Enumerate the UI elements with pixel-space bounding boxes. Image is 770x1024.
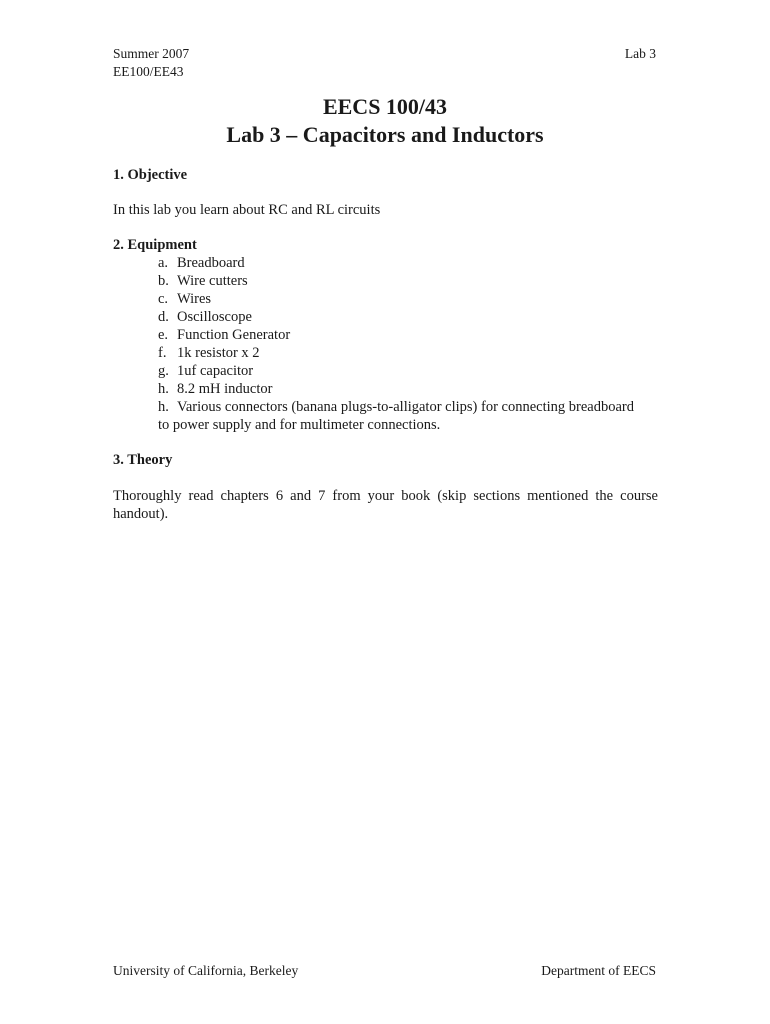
equipment-item-continuation: to power supply and for multimeter connections. [158,417,441,433]
footer-department: Department of EECS [541,963,656,978]
theory-text: Thoroughly read chapters 6 and 7 from your book (skip sections mentioned the course handout). [113,488,658,522]
document-title [0,93,770,149]
list-marker: b. [158,273,169,289]
equipment-item [158,254,663,272]
equipment-item-text: 1uf capacitor [177,363,254,379]
list-marker: a. [158,255,169,271]
equipment-item [158,398,663,416]
equipment-item-text: Wire cutters [177,273,248,289]
equipment-item-text: Oscilloscope [177,309,252,325]
equipment-item [158,362,663,380]
header-course: EE100/EE43 [113,64,184,79]
list-marker: d. [158,309,169,325]
equipment-item [158,308,663,326]
equipment-heading: 2. Equipment [113,237,197,253]
equipment-item [158,326,663,344]
header-left [113,45,189,81]
header-term: Summer 2007 [113,46,190,61]
title-line-2: Lab 3 – Capacitors and Inductors [226,122,544,147]
objective-heading: 1. Objective [113,167,188,183]
equipment-item-text: 8.2 mH inductor [177,381,273,397]
equipment-item-text: Breadboard [177,255,245,271]
equipment-item-text: 1k resistor x 2 [177,345,260,361]
footer-university: University of California, Berkeley [113,963,299,978]
objective-text: In this lab you learn about RC and RL circuits [113,202,381,218]
header-lab-label: Lab 3 [624,46,656,61]
equipment-list [158,254,663,434]
equipment-item [158,272,663,290]
list-marker: g. [158,363,169,379]
equipment-item-text: Wires [177,291,212,307]
equipment-item [158,380,663,398]
list-marker: e. [158,327,169,343]
list-marker: c. [158,291,169,307]
list-marker: h. [158,399,169,415]
equipment-item [158,290,663,308]
list-marker: h. [158,381,169,397]
list-marker: f. [158,345,167,361]
equipment-item-text: Function Generator [177,327,291,343]
equipment-item-text: Various connectors (banana plugs-to-alligator clips) for connecting breadboard [177,399,634,415]
title-line-1: EECS 100/43 [322,94,448,119]
equipment-item [158,344,663,362]
theory-heading: 3. Theory [113,452,173,468]
